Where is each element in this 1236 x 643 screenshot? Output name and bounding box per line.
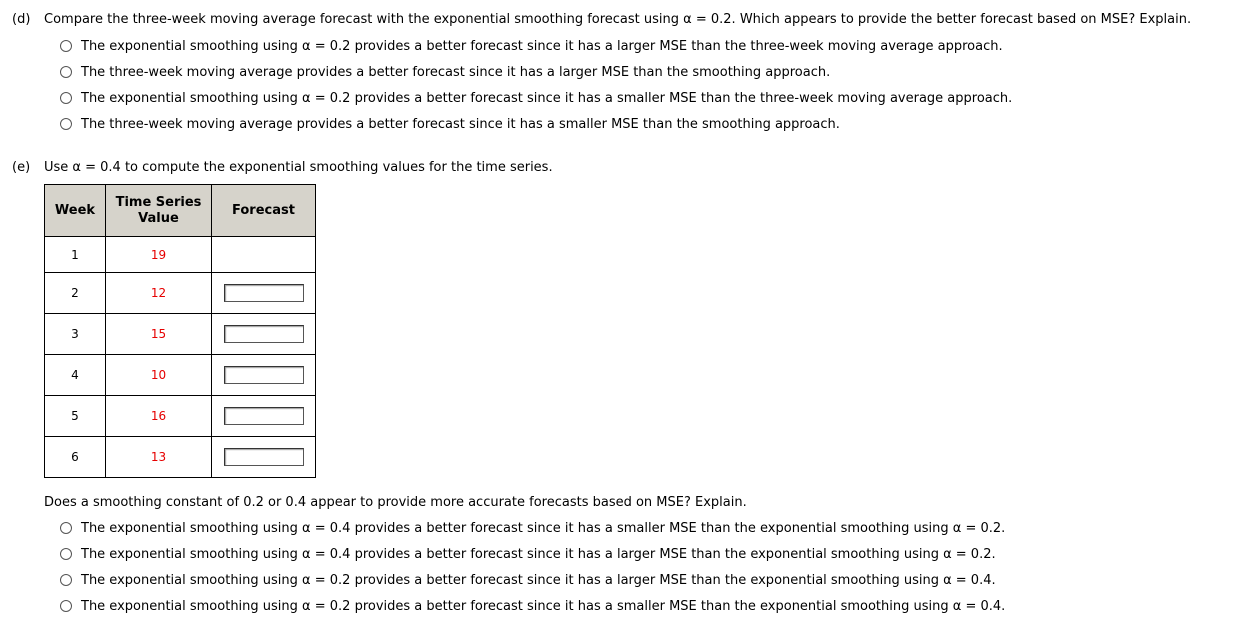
week-cell: 5	[45, 396, 106, 437]
option-text: The exponential smoothing using α = 0.2 provides a better forecast since it has a smaller MSE than the three-week moving average approach.	[81, 90, 1013, 106]
part-d-option-2[interactable]	[60, 63, 830, 81]
radio-button[interactable]	[60, 548, 72, 560]
option-text: The three-week moving average provides a better forecast since it has a larger MSE than the smoothing approach.	[81, 64, 831, 80]
option-text: The exponential smoothing using α = 0.4 provides a better forecast since it has a smaller MSE than the exponential smoothing using α = 0.2.	[81, 520, 1006, 536]
forecast-input-week-5[interactable]	[224, 407, 304, 425]
forecast-cell	[212, 396, 316, 437]
table-row	[45, 314, 316, 355]
time-series-table	[44, 184, 316, 478]
part-e-label: (e)	[12, 160, 31, 175]
forecast-cell	[212, 314, 316, 355]
forecast-cell	[212, 273, 316, 314]
header-value-line1: Time Series	[115, 194, 202, 210]
header-value-line2: Value	[138, 210, 179, 226]
part-e-option-4[interactable]	[60, 597, 1005, 615]
value-cell: 15	[106, 314, 212, 355]
option-text: The exponential smoothing using α = 0.4 provides a better forecast since it has a larger MSE than the exponential smoothing using α = 0.2.	[81, 546, 996, 562]
forecast-cell	[212, 437, 316, 478]
option-text: The exponential smoothing using α = 0.2 provides a better forecast since it has a larger MSE than the three-week moving average approach.	[81, 38, 1003, 54]
table-header-row	[45, 185, 316, 237]
option-text: The exponential smoothing using α = 0.2 provides a better forecast since it has a smaller MSE than the exponential smoothing using α = 0.4.	[81, 598, 1006, 614]
forecast-cell-empty	[212, 237, 316, 273]
part-d-option-4[interactable]	[60, 115, 840, 133]
option-text: The exponential smoothing using α = 0.2 provides a better forecast since it has a larger MSE than the exponential smoothing using α = 0.4.	[81, 572, 996, 588]
header-week: Week	[45, 185, 106, 237]
value-cell: 10	[106, 355, 212, 396]
radio-button[interactable]	[60, 66, 72, 78]
radio-button[interactable]	[60, 574, 72, 586]
week-cell: 4	[45, 355, 106, 396]
forecast-input-week-2[interactable]	[224, 284, 304, 302]
week-cell: 2	[45, 273, 106, 314]
value-cell: 12	[106, 273, 212, 314]
value-cell: 19	[106, 237, 212, 273]
part-e-option-1[interactable]	[60, 519, 1005, 537]
week-cell: 3	[45, 314, 106, 355]
week-cell: 1	[45, 237, 106, 273]
radio-button[interactable]	[60, 40, 72, 52]
value-cell: 13	[106, 437, 212, 478]
option-text: The three-week moving average provides a better forecast since it has a smaller MSE than the smoothing approach.	[81, 116, 840, 132]
radio-button[interactable]	[60, 118, 72, 130]
part-d-option-1[interactable]	[60, 37, 1003, 55]
radio-button[interactable]	[60, 600, 72, 612]
value-cell: 16	[106, 396, 212, 437]
part-d-question: Compare the three-week moving average forecast with the exponential smoothing forecast using α = 0.2. Which appears to provide the better forecast based on MSE? Explain.	[44, 12, 1192, 27]
header-time-series-value	[106, 185, 212, 237]
forecast-cell	[212, 355, 316, 396]
forecast-input-week-3[interactable]	[224, 325, 304, 343]
table-row	[45, 355, 316, 396]
table-row	[45, 237, 316, 273]
table-row	[45, 437, 316, 478]
radio-button[interactable]	[60, 92, 72, 104]
part-d-option-3[interactable]	[60, 89, 1012, 107]
part-e-question: Use α = 0.4 to compute the exponential smoothing values for the time series.	[44, 160, 553, 175]
header-forecast: Forecast	[212, 185, 316, 237]
part-e-option-2[interactable]	[60, 545, 996, 563]
followup-question: Does a smoothing constant of 0.2 or 0.4 appear to provide more accurate forecasts based on MSE? Explain.	[44, 495, 747, 510]
week-cell: 6	[45, 437, 106, 478]
forecast-input-week-4[interactable]	[224, 366, 304, 384]
part-e-option-3[interactable]	[60, 571, 996, 589]
table-row	[45, 396, 316, 437]
table-row	[45, 273, 316, 314]
part-d-label: (d)	[12, 12, 31, 27]
forecast-input-week-6[interactable]	[224, 448, 304, 466]
radio-button[interactable]	[60, 522, 72, 534]
